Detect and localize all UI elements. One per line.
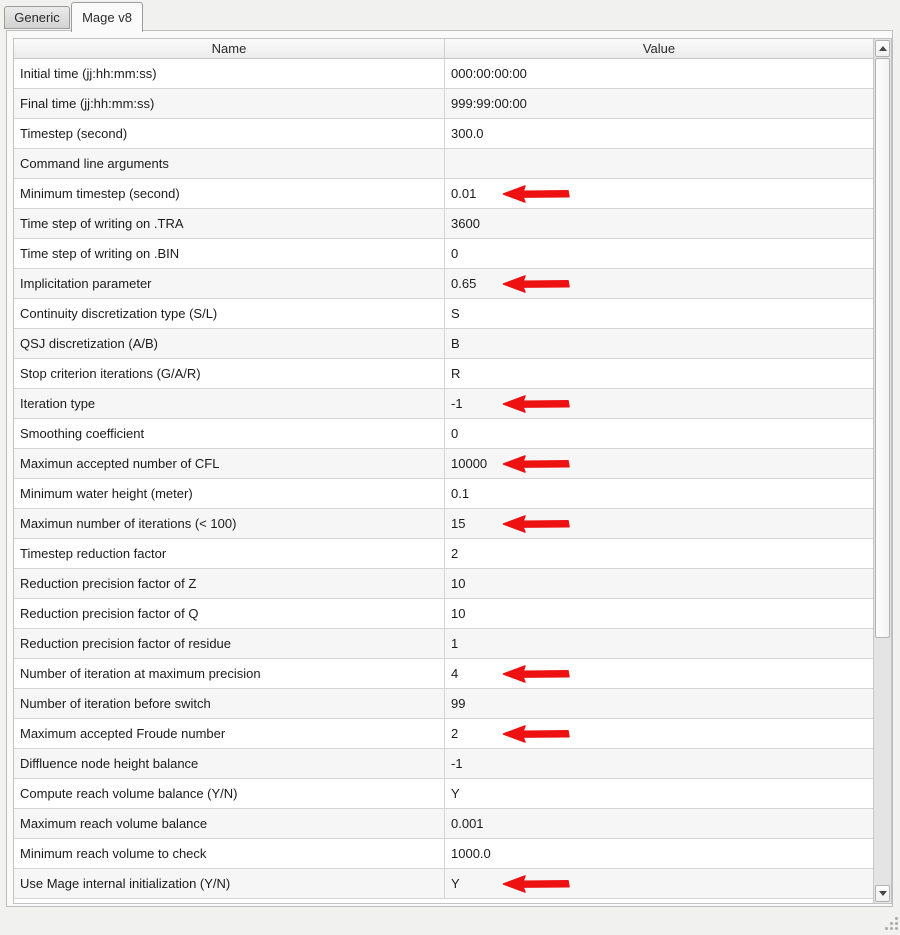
table-row[interactable]: [14, 719, 873, 749]
param-value-text: -1: [451, 396, 463, 411]
param-value-cell[interactable]: [445, 599, 873, 628]
param-name-cell[interactable]: Initial time (jj:hh:mm:ss): [14, 59, 445, 88]
param-value-text: 10000: [451, 456, 488, 471]
param-value-cell[interactable]: [445, 809, 873, 838]
param-name-cell[interactable]: Compute reach volume balance (Y/N): [14, 779, 445, 808]
tab-generic[interactable]: [4, 6, 70, 29]
param-value-cell[interactable]: [445, 839, 873, 868]
annotation-arrow-icon: [502, 454, 572, 473]
param-value-text: 99: [451, 696, 466, 711]
param-value-cell[interactable]: [445, 389, 873, 418]
vertical-scrollbar[interactable]: [873, 39, 891, 903]
param-value-text: B: [451, 336, 460, 351]
table-row[interactable]: [14, 239, 873, 269]
scroll-down-button[interactable]: [875, 885, 890, 902]
param-name-cell[interactable]: QSJ discretization (A/B): [14, 329, 445, 358]
param-value-cell[interactable]: [445, 659, 873, 688]
param-value-text: 0.01: [451, 186, 477, 201]
param-name-cell[interactable]: Number of iteration before switch: [14, 689, 445, 718]
table-row[interactable]: [14, 89, 873, 119]
table-row[interactable]: [14, 149, 873, 179]
param-name-cell[interactable]: Time step of writing on .TRA: [14, 209, 445, 238]
annotation-arrow-icon: [502, 394, 572, 413]
param-value-cell[interactable]: [445, 569, 873, 598]
param-name-cell[interactable]: Minimum water height (meter): [14, 479, 445, 508]
param-value-text: -1: [451, 756, 463, 771]
param-value-cell[interactable]: [445, 119, 873, 148]
table-row[interactable]: [14, 59, 873, 89]
param-name-cell[interactable]: Diffluence node height balance: [14, 749, 445, 778]
param-value-cell[interactable]: [445, 869, 873, 898]
annotation-arrow-icon: [502, 274, 572, 293]
param-name-cell[interactable]: Continuity discretization type (S/L): [14, 299, 445, 328]
table-header-row: [14, 39, 873, 59]
param-name-cell[interactable]: Use Mage internal initialization (Y/N): [14, 869, 445, 898]
param-name-cell[interactable]: Command line arguments: [14, 149, 445, 178]
param-value-text: 1: [451, 636, 459, 651]
param-value-text: 3600: [451, 216, 480, 231]
table-row[interactable]: [14, 629, 873, 659]
param-name-cell[interactable]: Minimum timestep (second): [14, 179, 445, 208]
param-value-cell[interactable]: [445, 449, 873, 478]
param-name-cell[interactable]: Maximun number of iterations (< 100): [14, 509, 445, 538]
annotation-arrow-icon: [502, 184, 572, 203]
table-row[interactable]: [14, 749, 873, 779]
down-triangle-icon: [879, 891, 887, 896]
param-value-cell[interactable]: [445, 239, 873, 268]
table-row[interactable]: [14, 659, 873, 689]
params-table: [13, 38, 892, 904]
param-value-cell[interactable]: [445, 359, 873, 388]
resize-grip-icon[interactable]: [884, 917, 899, 932]
up-triangle-icon: [879, 46, 887, 51]
param-value-cell[interactable]: [445, 179, 873, 208]
table-row[interactable]: [14, 689, 873, 719]
param-value-cell[interactable]: [445, 719, 873, 748]
table-row[interactable]: [14, 869, 873, 899]
table-row[interactable]: [14, 119, 873, 149]
tab-mage-v8[interactable]: [71, 2, 143, 32]
param-value-text: 0.001: [451, 816, 484, 831]
param-name-cell[interactable]: Reduction precision factor of Z: [14, 569, 445, 598]
table-row[interactable]: [14, 449, 873, 479]
param-value-text: S: [451, 306, 460, 321]
param-name-cell[interactable]: Final time (jj:hh:mm:ss): [14, 89, 445, 118]
param-value-text: 10: [451, 576, 466, 591]
param-value-text: 0.1: [451, 486, 470, 501]
param-value-text: 0: [451, 246, 459, 261]
table-row[interactable]: [14, 509, 873, 539]
param-value-text: 15: [451, 516, 466, 531]
annotation-arrow-icon: [502, 664, 572, 683]
param-value-text: 1000.0: [451, 846, 491, 861]
param-value-cell[interactable]: [445, 509, 873, 538]
param-name-cell[interactable]: Smoothing coefficient: [14, 419, 445, 448]
tab-bar: [0, 0, 900, 31]
table-row[interactable]: [14, 419, 873, 449]
param-value-text: 10: [451, 606, 466, 621]
param-value-text: R: [451, 366, 461, 381]
table-row[interactable]: [14, 539, 873, 569]
annotation-arrow-icon: [502, 874, 572, 893]
param-value-text: 300.0: [451, 126, 484, 141]
param-name-cell[interactable]: Iteration type: [14, 389, 445, 418]
param-value-text: Y: [451, 786, 460, 801]
param-name-cell[interactable]: Timestep (second): [14, 119, 445, 148]
param-value-cell[interactable]: [445, 479, 873, 508]
param-name-cell[interactable]: Maximum reach volume balance: [14, 809, 445, 838]
param-value-text: 2: [451, 726, 459, 741]
column-header-value[interactable]: Value: [642, 41, 676, 56]
table-row[interactable]: [14, 599, 873, 629]
param-value-cell[interactable]: [445, 89, 873, 118]
param-value-cell[interactable]: [445, 149, 873, 178]
param-name-cell[interactable]: Maximum accepted Froude number: [14, 719, 445, 748]
table-body: [14, 59, 873, 903]
table-row[interactable]: [14, 569, 873, 599]
param-name-cell[interactable]: Timestep reduction factor: [14, 539, 445, 568]
table-row[interactable]: [14, 839, 873, 869]
param-value-cell[interactable]: [445, 419, 873, 448]
param-value-text: 0.65: [451, 276, 477, 291]
table-row[interactable]: [14, 299, 873, 329]
param-value-cell[interactable]: [445, 629, 873, 658]
table-row[interactable]: [14, 359, 873, 389]
table-row[interactable]: [14, 809, 873, 839]
scroll-up-button[interactable]: [875, 40, 890, 57]
param-name-cell[interactable]: Minimum reach volume to check: [14, 839, 445, 868]
param-name-cell[interactable]: Reduction precision factor of Q: [14, 599, 445, 628]
param-name-cell[interactable]: Time step of writing on .BIN: [14, 239, 445, 268]
param-name-cell[interactable]: Reduction precision factor of residue: [14, 629, 445, 658]
param-value-text: Y: [451, 876, 460, 891]
param-value-text: 4: [451, 666, 459, 681]
annotation-arrow-icon: [502, 724, 572, 743]
table-row[interactable]: [14, 209, 873, 239]
param-value-cell[interactable]: [445, 779, 873, 808]
param-name-cell[interactable]: Implicitation parameter: [14, 269, 445, 298]
param-value-text: 0: [451, 426, 459, 441]
table-row[interactable]: [14, 269, 873, 299]
table-row[interactable]: [14, 179, 873, 209]
annotation-arrow-icon: [502, 514, 572, 533]
table-row[interactable]: [14, 479, 873, 509]
tab-mage-v8-label: Mage v8: [82, 10, 132, 25]
param-value-cell[interactable]: [445, 749, 873, 778]
tab-generic-label: Generic: [14, 10, 60, 25]
param-value-cell[interactable]: [445, 299, 873, 328]
param-value-text: 000:00:00:00: [451, 66, 527, 81]
param-value-cell[interactable]: [445, 269, 873, 298]
param-name-cell[interactable]: Number of iteration at maximum precision: [14, 659, 445, 688]
param-name-cell[interactable]: Maximun accepted number of CFL: [14, 449, 445, 478]
table-row[interactable]: [14, 389, 873, 419]
param-value-text: 2: [451, 546, 459, 561]
table-row[interactable]: [14, 779, 873, 809]
param-value-cell[interactable]: [445, 539, 873, 568]
param-value-text: 999:99:00:00: [451, 96, 527, 111]
column-header-name[interactable]: Name: [14, 39, 445, 58]
param-value-cell[interactable]: [445, 59, 873, 88]
param-value-cell[interactable]: [445, 689, 873, 718]
tab-page-panel: [6, 30, 893, 907]
scrollbar-thumb[interactable]: [875, 58, 890, 638]
table-row[interactable]: [14, 329, 873, 359]
param-value-cell[interactable]: [445, 329, 873, 358]
param-name-cell[interactable]: Stop criterion iterations (G/A/R): [14, 359, 445, 388]
param-value-cell[interactable]: [445, 209, 873, 238]
